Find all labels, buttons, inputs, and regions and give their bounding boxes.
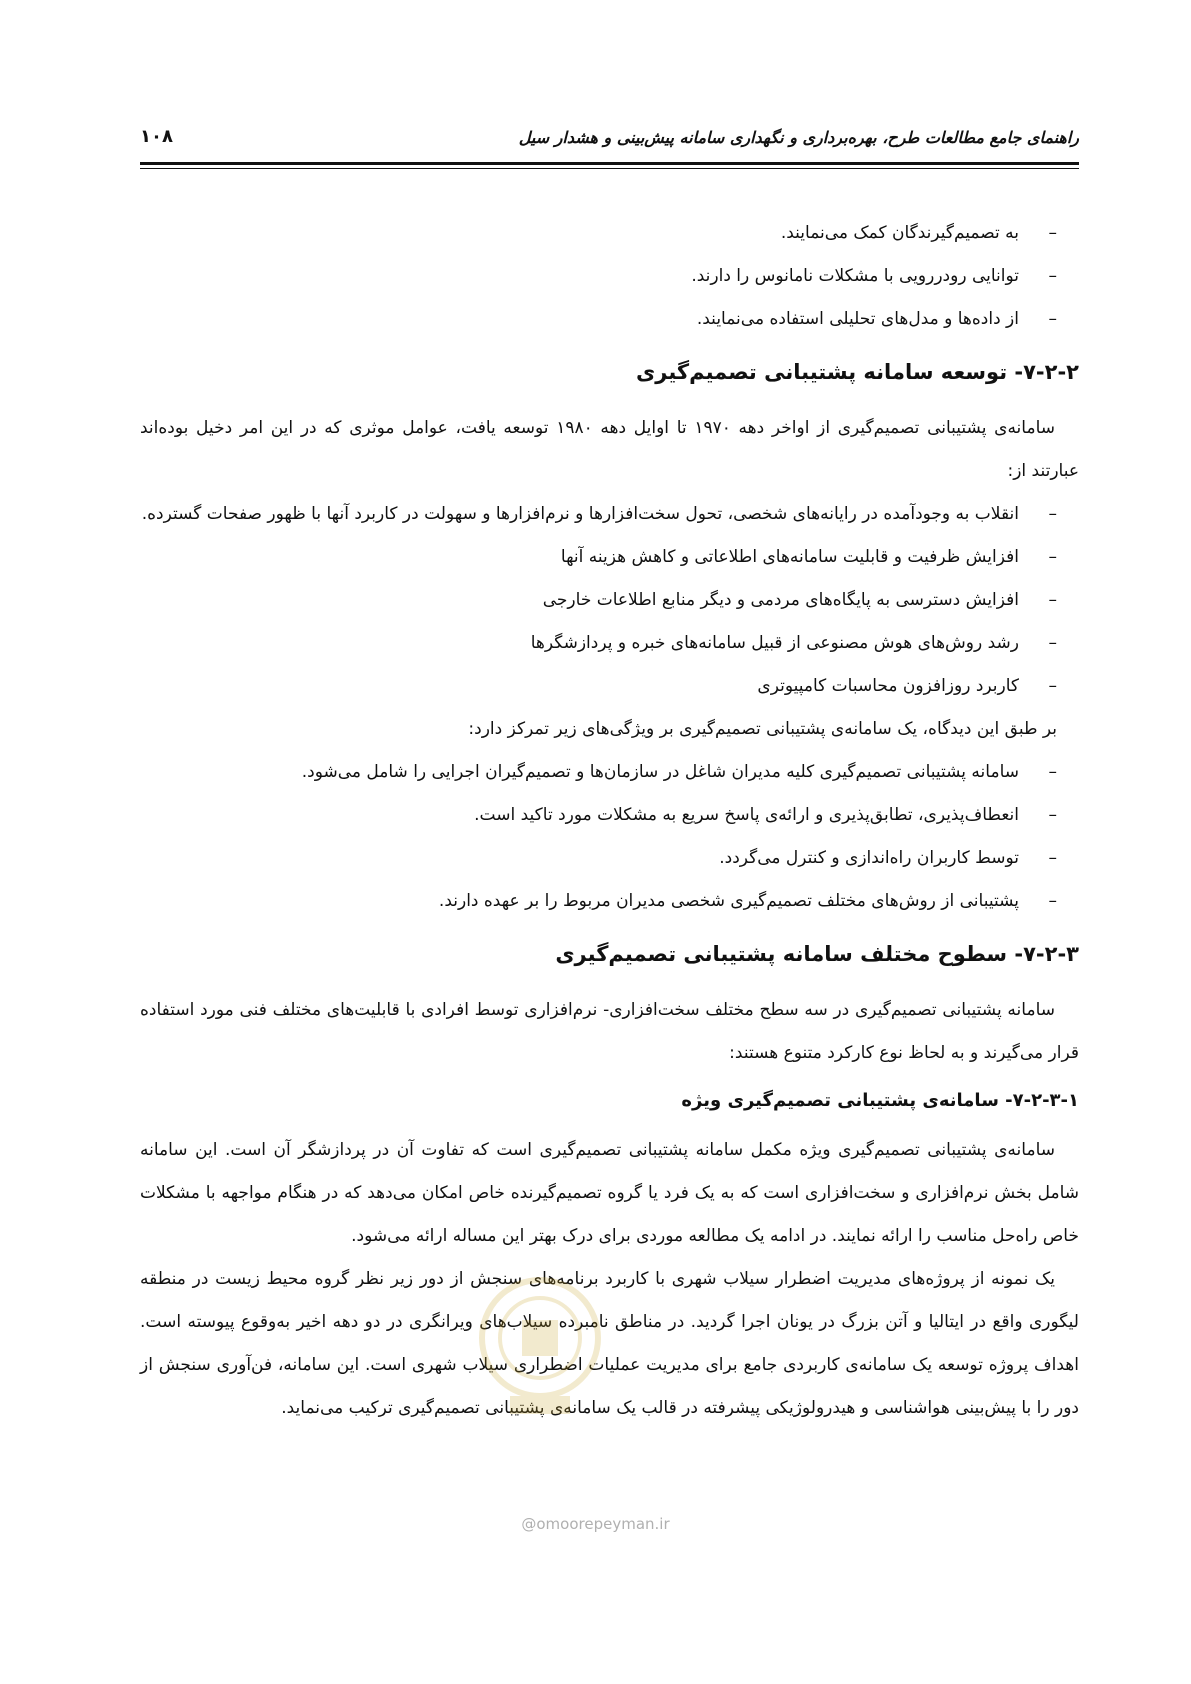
section-heading-7-2-2: ۷-۲-۲- توسعه سامانه پشتیبانی تصمیم‌گیری [636,360,1079,384]
watermark-site-text: @omoorepeyman.ir [521,1515,670,1533]
paragraph: سامانه‌ی پشتیبانی تصمیم‌گیری ویژه مکمل سامانه پشتیبانی تصمیم‌گیری است که تفاوت آن در پردازشگر آن است. این سامانه شامل بخش نرم‌افزاری و سخت‌افزاری است که به یک فرد یا گروه تصمیم‌گیرنده خاص امکان می‌دهد که در هنگام مواجهه با مشکلات خاص راه‌حل مناسب را ارائه نمایند. در ادامه یک مطالعه موردی برای درک بهتر این مساله ارائه می‌شود. [140,1140,1079,1246]
header-rule-thin [140,168,1079,169]
list-item: – توانایی رودررویی با مشکلات نامانوس را دارند. [140,255,1057,298]
list-item: – پشتیبانی از روش‌های مختلف تصمیم‌گیری شخصی مدیران مربوط را بر عهده دارند. [140,880,1057,923]
list-item: – افزایش ظرفیت و قابلیت سامانه‌های اطلاعاتی و کاهش هزینه آنها [140,536,1057,579]
watermark-logo-icon [470,1268,610,1428]
bullet-list-factors [140,493,1079,708]
list-item: – از داده‌ها و مدل‌های تحلیلی استفاده می‌نمایند. [140,298,1057,341]
list-item: – افزایش دسترسی به پایگاه‌های مردمی و دیگر منابع اطلاعات خارجی [140,579,1057,622]
page-header [140,124,1079,164]
list-item: – رشد روش‌های هوش مصنوعی از قبیل سامانه‌های خبره و پردازشگرها [140,622,1057,665]
list-item: – انعطاف‌پذیری، تطابق‌پذیری و ارائه‌ی پاسخ سریع به مشکلات مورد تاکید است. [140,794,1057,837]
bullet-list-top [140,212,1079,341]
paragraph: یک نمونه از پروژه‌های مدیریت اضطرار سیلاب شهری با کاربرد برنامه‌های سنجش از دور زیر نظر گروه محیط زیست در منطقه لیگوری واقع در ایتالیا و آتن بزرگ در یونان اجرا گردید. در مناطق نامبرده سیلاب‌های ویرانگری در دو دهه اخیر به‌وقوع پیوسته است. اهداف پروژه توسعه یک سامانه‌ی کاربردی جامع برای مدیریت عملیات اضطراری سیلاب شهری است. این سامانه، فن‌آوری سنجش از دور را با پیش‌بینی هواشناسی و هیدرولوژیکی پیشرفته در قالب یک سامانه‌ی پشتیبانی تصمیم‌گیری ترکیب می‌نماید. [140,1269,1079,1418]
subsection-heading-7-2-3-1: ۷-۲-۳-۱- سامانه‌ی پشتیبانی تصمیم‌گیری ویژه [681,1090,1079,1111]
list-item: – به تصمیم‌گیرندگان کمک می‌نمایند. [140,212,1057,255]
list-item: – کاربرد روزافزون محاسبات کامپیوتری [140,665,1057,708]
section-heading-7-2-3: ۷-۲-۳- سطوح مختلف سامانه پشتیبانی تصمیم‌گیری [555,942,1079,966]
page-number: ۱۰۸ [140,126,173,147]
page-body [140,212,1079,1430]
paragraph: سامانه پشتیبانی تصمیم‌گیری در سه سطح مختلف سخت‌افزاری- نرم‌افزاری توسط افرادی با قابلیت‌های مختلف فنی مورد استفاده قرار می‌گیرند و به لحاظ نوع کارکرد متنوع هستند: [140,1000,1079,1063]
list-item: – توسط کاربران راه‌اندازی و کنترل می‌گردد. [140,837,1057,880]
list-item: – انقلاب به وجودآمده در رایانه‌های شخصی، تحول سخت‌افزارها و نرم‌افزارها و سهولت در کاربرد آنها با ظهور صفحات گسترده. [140,493,1057,536]
running-title: راهنمای جامع مطالعات طرح، بهره‌برداری و نگهداری سامانه پیش‌بینی و هشدار سیل [518,128,1079,147]
bullet-list-features [140,751,1079,923]
list-item: – سامانه پشتیبانی تصمیم‌گیری کلیه مدیران شاغل در سازمان‌ها و تصمیم‌گیران اجرایی را شامل می‌شود. [140,751,1057,794]
header-rule-thick [140,162,1079,165]
paragraph: بر طبق این دیدگاه، یک سامانه‌ی پشتیبانی تصمیم‌گیری بر ویژگی‌های زیر تمرکز دارد: [468,719,1057,739]
paragraph: سامانه‌ی پشتیبانی تصمیم‌گیری از اواخر دهه ۱۹۷۰ تا اوایل دهه ۱۹۸۰ توسعه یافت، عوامل موثری که در این امر دخیل بوده‌اند عبارتند از: [140,418,1079,481]
